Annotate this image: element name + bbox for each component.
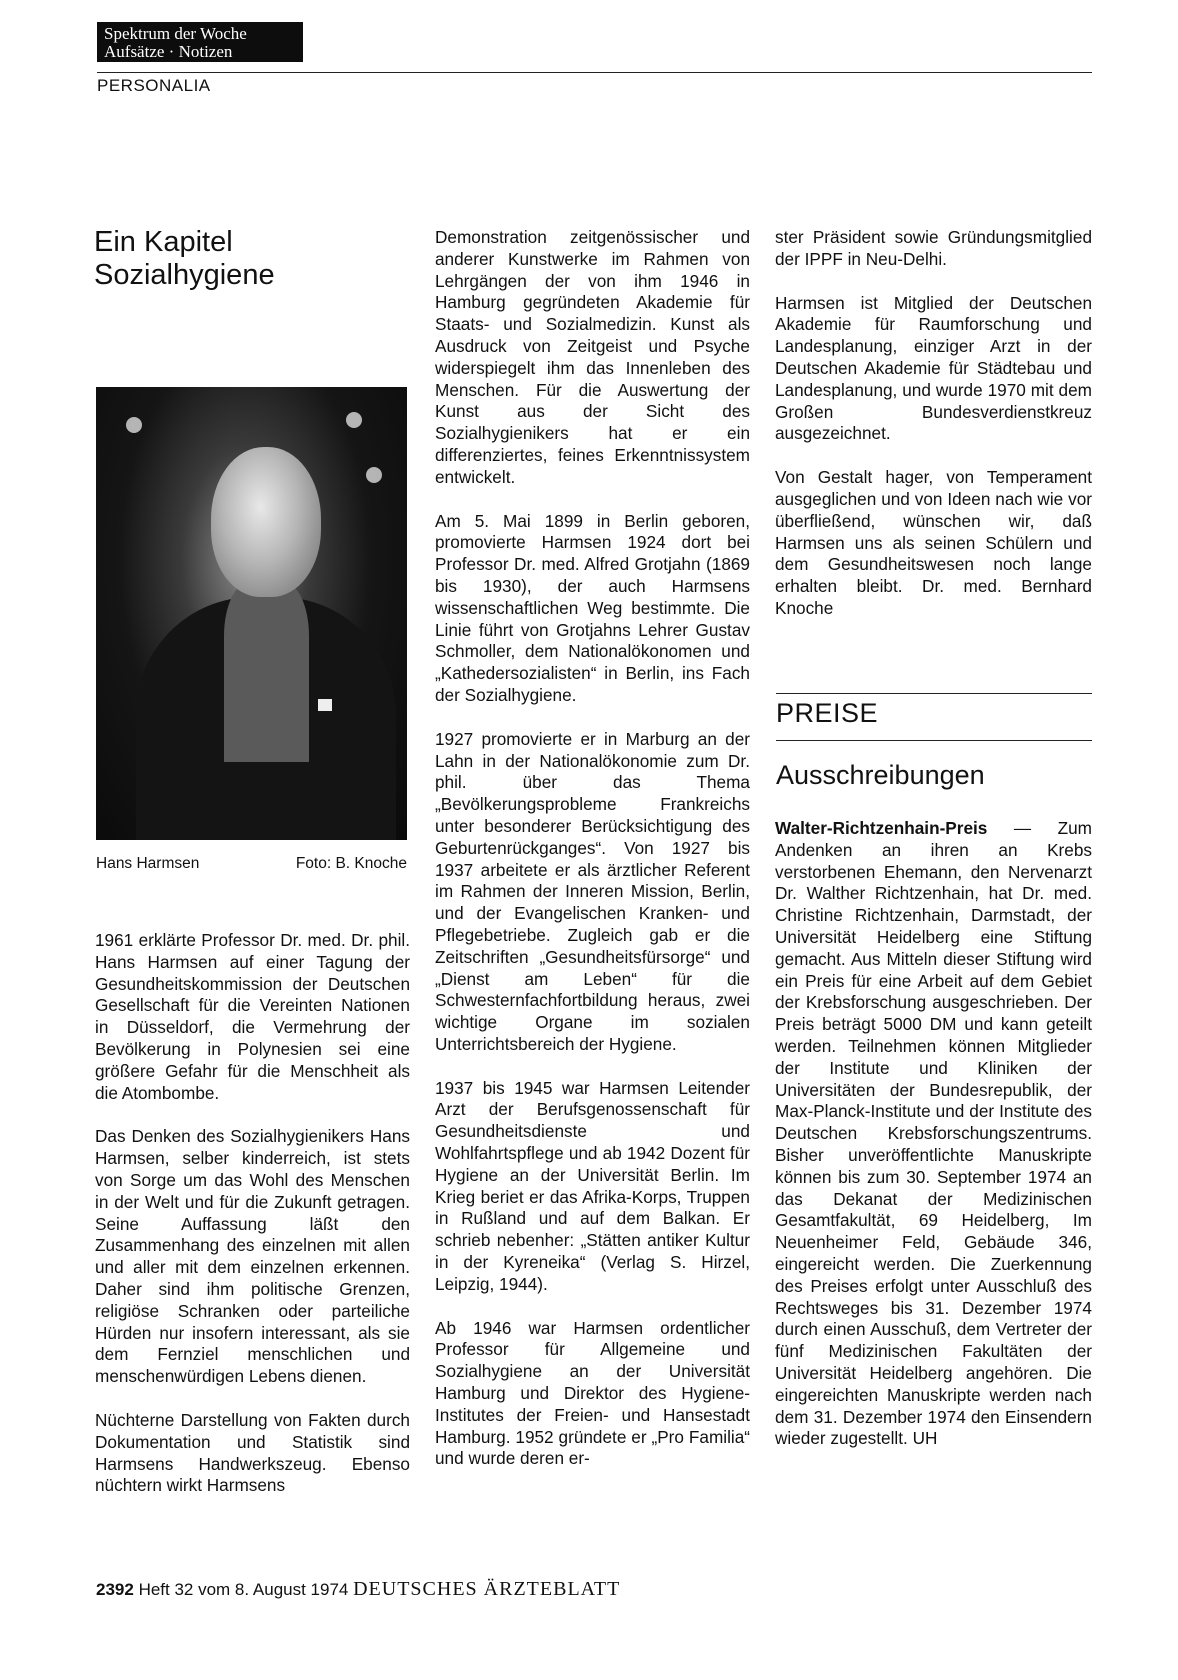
header-box-line1: Spektrum der Woche bbox=[104, 24, 247, 43]
magazine-name: DEUTSCHES ÄRZTEBLATT bbox=[353, 1578, 621, 1600]
paragraph: 1937 bis 1945 war Harmsen Leitender Arzt der Berufsgenossenschaft für Gesundheitsdienste und Wohlfahrtspflege und ab 1942 Dozent für Hygiene an der Universität Berlin. Im Krieg beriet er das Afrika-Korps, Truppen in Rußland und auf dem Balkan. Er schrieb nebenher: „Stätten antiker Kultur in der Kyreneika“ (Verlag S. Hirzel, Leipzig, 1944). bbox=[435, 1077, 750, 1294]
article-title-line1: Ein Kapitel bbox=[94, 226, 233, 258]
caption-credit: Foto: B. Knoche bbox=[295, 855, 407, 872]
preise-heading: PREISE bbox=[776, 698, 879, 728]
photo-light bbox=[346, 412, 362, 428]
article-title-line2: Sozialhygiene bbox=[94, 259, 275, 291]
photo-sweater bbox=[224, 582, 309, 762]
photo-caption bbox=[96, 855, 407, 873]
article-title bbox=[94, 226, 275, 292]
page-number: 2392 bbox=[96, 1580, 134, 1599]
photo-light bbox=[366, 467, 382, 483]
paragraph: ster Präsident sowie Gründungsmitglied der IPPF in Neu-Delhi. bbox=[775, 227, 1092, 269]
preise-bottom-rule bbox=[776, 740, 1092, 741]
header-rule bbox=[97, 72, 1092, 73]
photo-light bbox=[126, 417, 142, 433]
preise-body bbox=[775, 818, 1092, 1472]
portrait-photo bbox=[96, 387, 407, 840]
article-column-3 bbox=[775, 227, 1092, 642]
paragraph: Am 5. Mai 1899 in Berlin geboren, promovierte Harmsen 1924 dort bei Professor Dr. med. Alfred Grotjahn (1869 bis 1930), der auch Harmsens wissenschaftlichen Weg bestimmte. Die Linie führt von Grotjahns Lehrer Gustav Schmoller, dem Nationalökonomen und „Kathedersozialisten“ in Berlin, ins Fach der Sozialhygiene. bbox=[435, 510, 750, 705]
paragraph: 1961 erklärte Professor Dr. med. Dr. phil. Hans Harmsen auf einer Tagung der Gesundheitskommission der Deutschen Gesellschaft für die Vereinten Nationen in Düsseldorf, die Vermehrung der Bevölkerung in Polynesien sei eine größere Gefahr für die Menschheit als die Atombombe. bbox=[95, 930, 410, 1103]
paragraph: Nüchterne Darstellung von Fakten durch Dokumentation und Statistik sind Harmsens Handwerkszeug. Ebenso nüchtern wirkt Harmsens bbox=[95, 1409, 410, 1496]
photo-face bbox=[211, 447, 321, 597]
paragraph: Von Gestalt hager, von Temperament ausgeglichen und von Ideen nach wie vor überfließend, wünschen wir, daß Harmsen uns als seinen Schülern und dem Gesundheitswesen noch lange erhalten bleibt. Dr. med. Bernhard Knoche bbox=[775, 467, 1092, 618]
prize-text: — Zum Andenken an ihren an Krebs verstorbenen Ehemann, den Nervenarzt Dr. Walther Richtzenhain, hat Dr. med. Christine Richtzenhain, Darmstadt, der Universität Heidelberg eine Stiftung gemacht. Aus Mitteln dieser Stiftung wird ein Preis für eine Arbeit auf dem Gebiet der Krebsforschung ausgeschrieben. Der Preis beträgt 5000 DM und kann geteilt werden. Teilnehmen können Mitglieder der Institute und Kliniken der Universitäten der Bundesrepublik, der Max-Planck-Institute und der Institute des Deutschen Krebsforschungszentrums. Bisher unveröffentlichte Manuskripte können bis zum 30. September 1974 an das Dekanat der Medizinischen Gesamtfakultät, 69 Heidelberg, Im Neuenheimer Feld, Gebäude 346, eingereicht werden. Die Zuerkennung des Preises erfolgt unter Ausschluß des Rechtsweges bis 31. Dezember 1974 durch einen Ausschuß, dem Vertreter der fünf Medizinischen Fakultäten der Universität Heidelberg angehören. Die eingereichten Manuskripte werden nach dem 31. Dezember 1974 den Einsendern wieder zugestellt. UH bbox=[775, 818, 1092, 1449]
paragraph: Harmsen ist Mitglied der Deutschen Akademie für Raumforschung und Landesplanung, einziger Arzt in der Deutschen Akademie für Städtebau und Landesplanung, und wurde 1970 mit dem Großen Bundesverdienstkreuz ausgezeichnet. bbox=[775, 292, 1092, 444]
prize-name: Walter-Richtzenhain-Preis bbox=[775, 818, 988, 838]
preise-subtitle: Ausschreibungen bbox=[776, 760, 985, 790]
issue-info: Heft 32 vom 8. August 1974 bbox=[138, 1580, 349, 1599]
section-label: PERSONALIA bbox=[97, 76, 211, 95]
photo-badge bbox=[318, 699, 332, 711]
page-footer bbox=[96, 1578, 620, 1601]
caption-name: Hans Harmsen bbox=[96, 855, 200, 872]
paragraph: Ab 1946 war Harmsen ordentlicher Professor für Allgemeine und Sozialhygiene an der Universität Hamburg und Direktor des Hygiene-Institutes der Freien- und Hansestadt Hamburg. 1952 gründete er „Pro Familia“ und wurde deren er- bbox=[435, 1317, 750, 1469]
preise-top-rule bbox=[776, 693, 1092, 694]
article-column-2 bbox=[435, 227, 750, 1492]
header-box-line2: Aufsätze · Notizen bbox=[104, 42, 233, 61]
section-header-box bbox=[97, 22, 303, 62]
paragraph: Das Denken des Sozialhygienikers Hans Harmsen, selber kinderreich, ist stets von Sorge um das Wohl des Menschen in der Welt und für die Zukunft getragen. Seine Auffassung läßt den Zusammenhang des einzelnen mit allen und aller mit dem einzelnen erkennen. Daher sind ihm politische Grenzen, religiöse Schranken oder parteiliche Hürden nur insofern interessant, als sie dem Fernziel menschlichen und menschenwürdigen Lebens dienen. bbox=[95, 1126, 410, 1387]
paragraph: 1927 promovierte er in Marburg an der Lahn in der Nationalökonomie zum Dr. phil. über das Thema „Bevölkerungsprobleme Frankreichs unter besonderer Berücksichtigung des Geburtenrückganges“. Von 1927 bis 1937 arbeitete er als ärztlicher Referent im Rahmen der Inneren Mission, Berlin, und der Evangelischen Kranken- und Pflegebetriebe. Zugleich gab er die Zeitschriften „Gesundheitsfürsorge“ und „Dienst am Leben“ für die Schwesternfachfortbildung heraus, zwei wichtige Organe im sozialen Unterrichtsbereich der Hygiene. bbox=[435, 728, 750, 1054]
paragraph: Demonstration zeitgenössischer und anderer Kunstwerke im Rahmen von Lehrgängen der von ihm 1946 in Hamburg gegründeten Akademie für Staats- und Sozialmedizin. Kunst als Ausdruck von Zeitgeist und Psyche widerspiegelt ihm das Innenleben des Menschen. Für die Auswertung der Kunst aus der Sicht des Sozialhygienikers hat er ein differenziertes, feines Erkenntnissystem entwickelt. bbox=[435, 227, 750, 487]
article-column-1 bbox=[95, 930, 410, 1519]
